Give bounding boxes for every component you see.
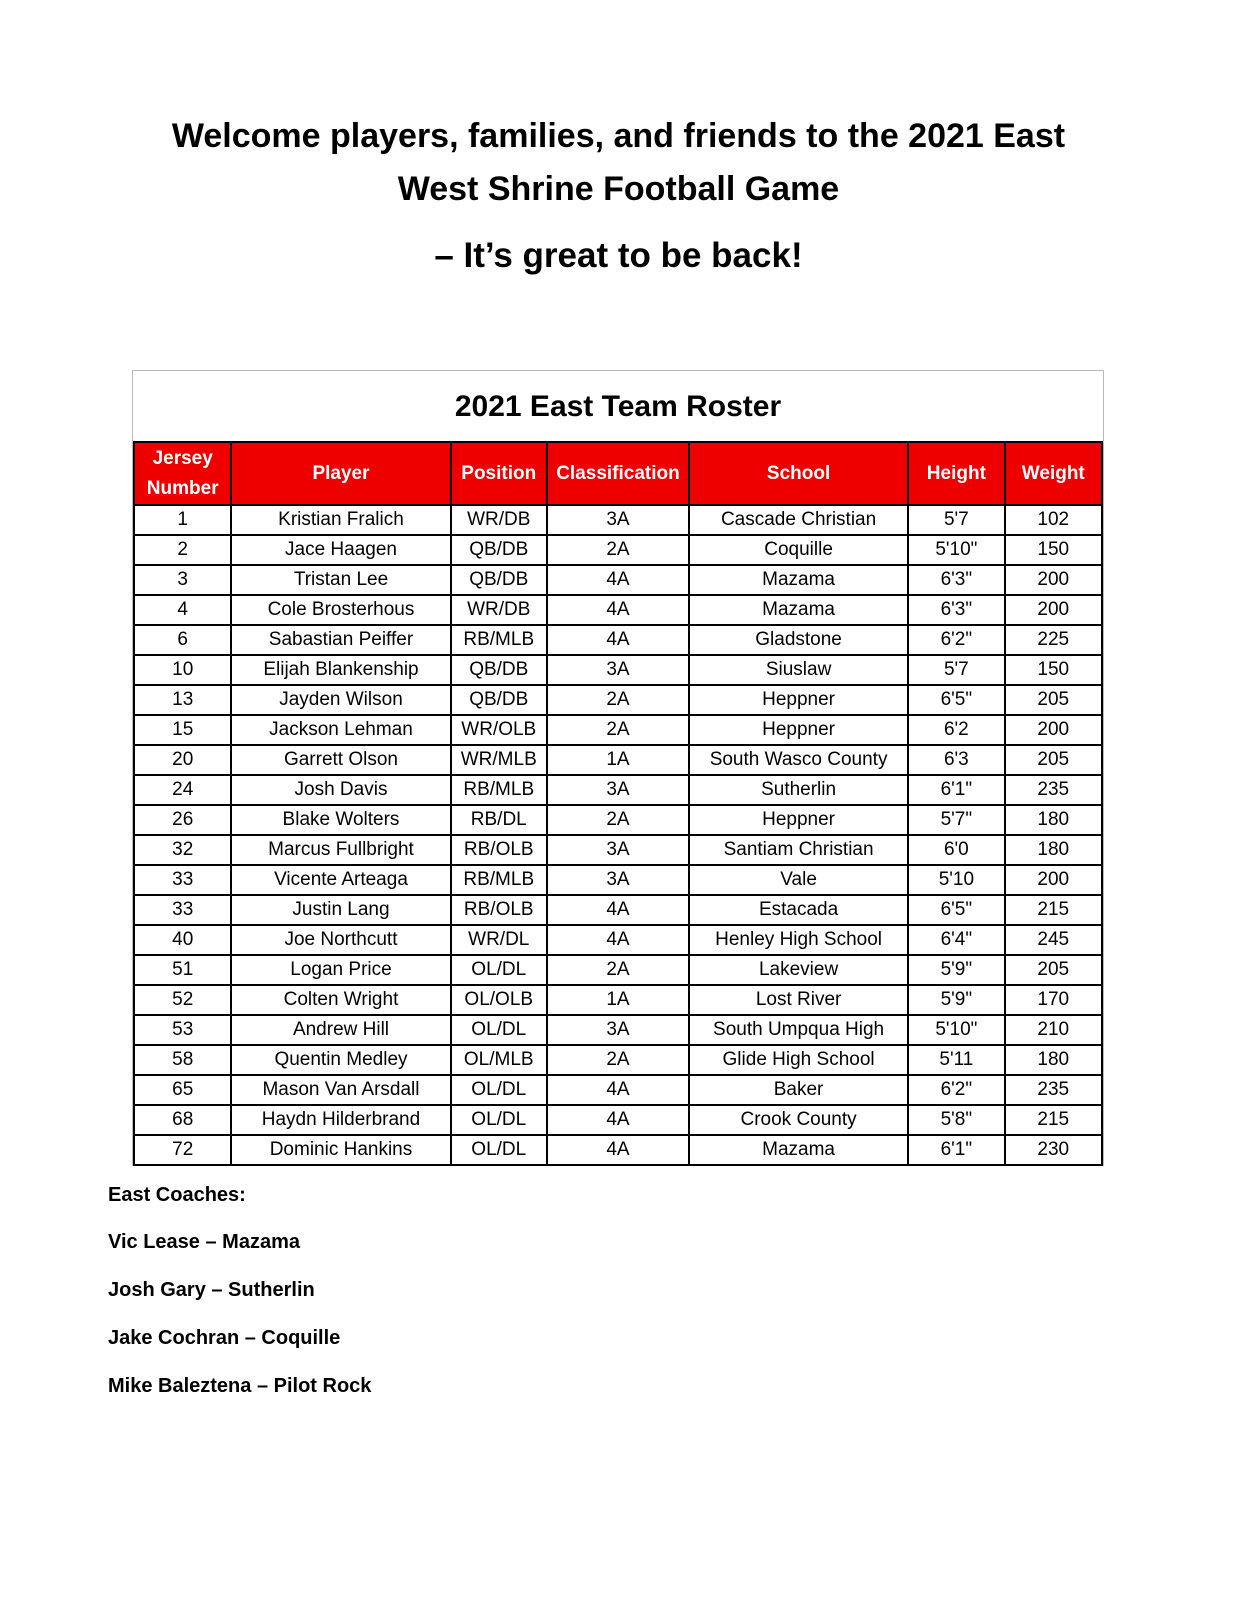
cell-classification: 4A	[547, 925, 689, 955]
cell-weight: 200	[1005, 595, 1102, 625]
cell-jersey-number: 32	[134, 835, 231, 865]
cell-player: Andrew Hill	[231, 1015, 450, 1045]
cell-position: QB/DB	[451, 655, 547, 685]
cell-height: 6'1"	[908, 1135, 1004, 1165]
cell-player: Jackson Lehman	[231, 715, 450, 745]
cell-player: Joe Northcutt	[231, 925, 450, 955]
heading-line-2: West Shrine Football Game	[397, 170, 840, 208]
cell-height: 6'2"	[908, 625, 1004, 655]
coach-item: Mike Baleztena – Pilot Rock	[108, 1375, 372, 1397]
cell-height: 5'9"	[908, 955, 1004, 985]
cell-weight: 200	[1005, 715, 1102, 745]
coaches-list	[108, 1230, 371, 1422]
cell-player: Quentin Medley	[231, 1045, 450, 1075]
cell-height: 5'9"	[908, 985, 1004, 1015]
cell-position: OL/DL	[451, 955, 547, 985]
cell-position: WR/MLB	[451, 745, 547, 775]
cell-jersey-number: 40	[134, 925, 231, 955]
table-row	[134, 595, 1102, 625]
cell-classification: 2A	[547, 805, 689, 835]
cell-school: South Umpqua High	[689, 1015, 908, 1045]
cell-jersey-number: 58	[134, 1045, 231, 1075]
cell-classification: 4A	[547, 565, 689, 595]
roster-table-container	[132, 370, 1104, 1166]
cell-player: Logan Price	[231, 955, 450, 985]
cell-school: Lost River	[689, 985, 908, 1015]
cell-jersey-number: 65	[134, 1075, 231, 1105]
cell-school: Crook County	[689, 1105, 908, 1135]
cell-classification: 3A	[547, 835, 689, 865]
cell-weight: 215	[1005, 895, 1102, 925]
cell-player: Colten Wright	[231, 985, 450, 1015]
table-row	[134, 865, 1102, 895]
cell-height: 5'10"	[908, 1015, 1004, 1045]
cell-position: OL/DL	[451, 1015, 547, 1045]
cell-school: Siuslaw	[689, 655, 908, 685]
column-header-jersey-number: Jersey Number	[134, 442, 231, 505]
cell-height: 6'5"	[908, 895, 1004, 925]
cell-height: 6'1"	[908, 775, 1004, 805]
roster-table	[133, 441, 1103, 1166]
cell-position: OL/MLB	[451, 1045, 547, 1075]
cell-classification: 3A	[547, 655, 689, 685]
cell-position: RB/OLB	[451, 895, 547, 925]
cell-player: Tristan Lee	[231, 565, 450, 595]
cell-school: Gladstone	[689, 625, 908, 655]
cell-classification: 2A	[547, 535, 689, 565]
cell-classification: 3A	[547, 505, 689, 535]
cell-position: RB/MLB	[451, 625, 547, 655]
cell-school: Vale	[689, 865, 908, 895]
cell-weight: 235	[1005, 775, 1102, 805]
cell-school: Lakeview	[689, 955, 908, 985]
cell-position: RB/MLB	[451, 865, 547, 895]
cell-school: Cascade Christian	[689, 505, 908, 535]
table-row	[134, 955, 1102, 985]
table-row	[134, 535, 1102, 565]
page-heading	[100, 110, 1137, 216]
cell-school: Mazama	[689, 595, 908, 625]
cell-player: Sabastian Peiffer	[231, 625, 450, 655]
cell-school: Heppner	[689, 805, 908, 835]
cell-classification: 4A	[547, 1075, 689, 1105]
cell-jersey-number: 1	[134, 505, 231, 535]
table-row	[134, 655, 1102, 685]
cell-weight: 170	[1005, 985, 1102, 1015]
cell-weight: 180	[1005, 835, 1102, 865]
cell-school: Baker	[689, 1075, 908, 1105]
table-row	[134, 925, 1102, 955]
cell-height: 6'3"	[908, 595, 1004, 625]
cell-player: Haydn Hilderbrand	[231, 1105, 450, 1135]
cell-jersey-number: 26	[134, 805, 231, 835]
cell-height: 5'7	[908, 655, 1004, 685]
table-row	[134, 805, 1102, 835]
cell-school: Sutherlin	[689, 775, 908, 805]
cell-school: South Wasco County	[689, 745, 908, 775]
cell-school: Glide High School	[689, 1045, 908, 1075]
coach-item: Vic Lease – Mazama	[108, 1231, 300, 1253]
cell-jersey-number: 20	[134, 745, 231, 775]
cell-weight: 245	[1005, 925, 1102, 955]
cell-jersey-number: 6	[134, 625, 231, 655]
cell-jersey-number: 24	[134, 775, 231, 805]
cell-weight: 150	[1005, 535, 1102, 565]
cell-height: 5'10	[908, 865, 1004, 895]
table-row	[134, 625, 1102, 655]
cell-height: 6'2"	[908, 1075, 1004, 1105]
cell-height: 6'0	[908, 835, 1004, 865]
cell-height: 5'7"	[908, 805, 1004, 835]
cell-jersey-number: 33	[134, 895, 231, 925]
column-header-player: Player	[231, 442, 450, 505]
cell-jersey-number: 51	[134, 955, 231, 985]
table-row	[134, 715, 1102, 745]
cell-jersey-number: 68	[134, 1105, 231, 1135]
column-header-school: School	[689, 442, 908, 505]
column-header-position: Position	[451, 442, 547, 505]
cell-classification: 1A	[547, 745, 689, 775]
coaches-heading: East Coaches:	[108, 1184, 246, 1206]
cell-classification: 4A	[547, 625, 689, 655]
cell-jersey-number: 52	[134, 985, 231, 1015]
cell-player: Justin Lang	[231, 895, 450, 925]
cell-jersey-number: 10	[134, 655, 231, 685]
cell-position: RB/MLB	[451, 775, 547, 805]
cell-jersey-number: 2	[134, 535, 231, 565]
table-row	[134, 745, 1102, 775]
cell-classification: 4A	[547, 595, 689, 625]
cell-school: Estacada	[689, 895, 908, 925]
table-row	[134, 775, 1102, 805]
column-header-classification: Classification	[547, 442, 689, 505]
coach-item: Josh Gary – Sutherlin	[108, 1279, 315, 1301]
cell-classification: 2A	[547, 715, 689, 745]
cell-position: WR/DL	[451, 925, 547, 955]
cell-jersey-number: 72	[134, 1135, 231, 1165]
cell-classification: 4A	[547, 1105, 689, 1135]
cell-weight: 205	[1005, 685, 1102, 715]
cell-jersey-number: 13	[134, 685, 231, 715]
roster-title: 2021 East Team Roster	[133, 371, 1103, 441]
cell-height: 6'4"	[908, 925, 1004, 955]
cell-player: Kristian Fralich	[231, 505, 450, 535]
table-row	[134, 985, 1102, 1015]
cell-classification: 3A	[547, 865, 689, 895]
cell-weight: 150	[1005, 655, 1102, 685]
cell-position: OL/OLB	[451, 985, 547, 1015]
cell-school: Heppner	[689, 715, 908, 745]
cell-weight: 200	[1005, 565, 1102, 595]
cell-jersey-number: 15	[134, 715, 231, 745]
cell-position: OL/DL	[451, 1105, 547, 1135]
cell-school: Henley High School	[689, 925, 908, 955]
cell-position: OL/DL	[451, 1135, 547, 1165]
table-row	[134, 1135, 1102, 1165]
coach-item: Jake Cochran – Coquille	[108, 1327, 341, 1349]
cell-classification: 3A	[547, 1015, 689, 1045]
table-row	[134, 1075, 1102, 1105]
cell-weight: 205	[1005, 745, 1102, 775]
column-header-height: Height	[908, 442, 1004, 505]
coaches-section	[108, 1183, 371, 1422]
cell-height: 5'11	[908, 1045, 1004, 1075]
cell-position: RB/DL	[451, 805, 547, 835]
cell-school: Santiam Christian	[689, 835, 908, 865]
cell-school: Heppner	[689, 685, 908, 715]
cell-height: 6'5"	[908, 685, 1004, 715]
cell-position: WR/DB	[451, 595, 547, 625]
table-row	[134, 1015, 1102, 1045]
table-row	[134, 895, 1102, 925]
roster-body	[134, 505, 1102, 1165]
cell-player: Mason Van Arsdall	[231, 1075, 450, 1105]
table-row	[134, 505, 1102, 535]
roster-header-row	[134, 442, 1102, 505]
cell-classification: 4A	[547, 895, 689, 925]
cell-player: Garrett Olson	[231, 745, 450, 775]
cell-weight: 205	[1005, 955, 1102, 985]
cell-height: 6'2	[908, 715, 1004, 745]
cell-height: 6'3	[908, 745, 1004, 775]
cell-jersey-number: 33	[134, 865, 231, 895]
cell-player: Cole Brosterhous	[231, 595, 450, 625]
heading-line-1: Welcome players, families, and friends to the 2021 East	[171, 117, 1066, 155]
cell-jersey-number: 4	[134, 595, 231, 625]
cell-height: 5'7	[908, 505, 1004, 535]
cell-jersey-number: 53	[134, 1015, 231, 1045]
table-row	[134, 1045, 1102, 1075]
cell-height: 5'10"	[908, 535, 1004, 565]
cell-classification: 4A	[547, 1135, 689, 1165]
cell-weight: 235	[1005, 1075, 1102, 1105]
cell-player: Marcus Fullbright	[231, 835, 450, 865]
cell-position: WR/DB	[451, 505, 547, 535]
table-row	[134, 685, 1102, 715]
cell-player: Blake Wolters	[231, 805, 450, 835]
column-header-weight: Weight	[1005, 442, 1102, 505]
cell-school: Mazama	[689, 565, 908, 595]
table-row	[134, 1105, 1102, 1135]
cell-classification: 2A	[547, 955, 689, 985]
cell-position: QB/DB	[451, 565, 547, 595]
cell-player: Josh Davis	[231, 775, 450, 805]
cell-jersey-number: 3	[134, 565, 231, 595]
cell-school: Coquille	[689, 535, 908, 565]
cell-classification: 3A	[547, 775, 689, 805]
cell-weight: 210	[1005, 1015, 1102, 1045]
cell-classification: 2A	[547, 1045, 689, 1075]
cell-position: OL/DL	[451, 1075, 547, 1105]
cell-height: 5'8"	[908, 1105, 1004, 1135]
cell-weight: 180	[1005, 805, 1102, 835]
cell-weight: 225	[1005, 625, 1102, 655]
cell-classification: 2A	[547, 685, 689, 715]
cell-player: Jayden Wilson	[231, 685, 450, 715]
cell-weight: 102	[1005, 505, 1102, 535]
cell-classification: 1A	[547, 985, 689, 1015]
cell-player: Jace Haagen	[231, 535, 450, 565]
cell-school: Mazama	[689, 1135, 908, 1165]
cell-position: RB/OLB	[451, 835, 547, 865]
page-subheading: – It’s great to be back!	[434, 236, 803, 275]
cell-player: Elijah Blankenship	[231, 655, 450, 685]
cell-player: Vicente Arteaga	[231, 865, 450, 895]
cell-player: Dominic Hankins	[231, 1135, 450, 1165]
cell-position: QB/DB	[451, 535, 547, 565]
cell-weight: 180	[1005, 1045, 1102, 1075]
cell-weight: 230	[1005, 1135, 1102, 1165]
cell-height: 6'3"	[908, 565, 1004, 595]
table-row	[134, 835, 1102, 865]
cell-weight: 200	[1005, 865, 1102, 895]
cell-position: WR/OLB	[451, 715, 547, 745]
cell-weight: 215	[1005, 1105, 1102, 1135]
cell-position: QB/DB	[451, 685, 547, 715]
table-row	[134, 565, 1102, 595]
